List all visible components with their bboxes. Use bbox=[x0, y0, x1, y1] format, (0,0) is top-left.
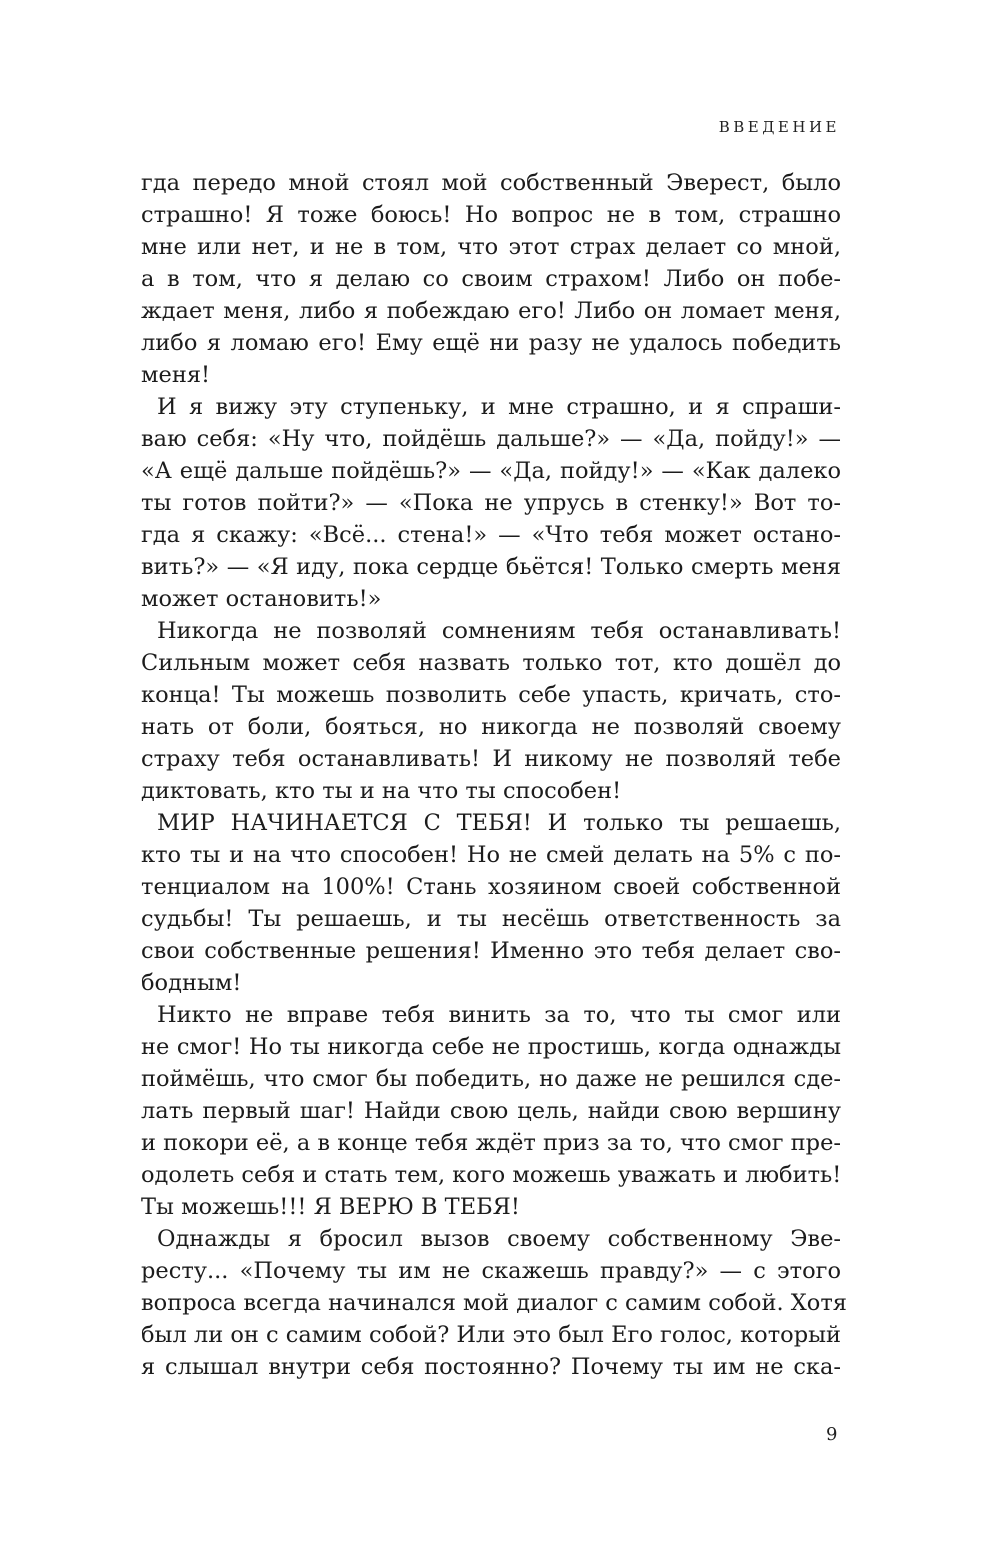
paragraph bbox=[141, 999, 841, 1223]
text-line: страшно! Я тоже боюсь! Но вопрос не в том, страшно bbox=[141, 202, 841, 228]
text-line: нать от боли, бояться, но никогда не позволяй своему bbox=[141, 714, 841, 740]
running-head: ВВЕДЕНИЕ bbox=[718, 118, 840, 136]
body-text bbox=[141, 167, 847, 1383]
text-line: Ты можешь!!! Я ВЕРЮ В ТЕБЯ! bbox=[141, 1194, 520, 1220]
text-line: ждает меня, либо я побеждаю его! Либо он ломает меня, bbox=[141, 298, 841, 324]
paragraph bbox=[141, 167, 841, 391]
text-line: Никто не вправе тебя винить за то, что ты смог или bbox=[157, 1002, 841, 1028]
text-line: МИР НАЧИНАЕТСЯ С ТЕБЯ! И только ты решаешь, bbox=[157, 810, 841, 836]
text-line: вопроса всегда начинался мой диалог с самим собой. Хотя bbox=[141, 1290, 847, 1316]
text-line: а в том, что я делаю со своим страхом! Либо он побе- bbox=[141, 266, 841, 292]
paragraph bbox=[141, 807, 841, 999]
text-line: лать первый шаг! Найди свою цель, найди свою вершину bbox=[141, 1098, 841, 1124]
text-line: гда я скажу: «Всё... стена!» — «Что тебя может остано- bbox=[141, 522, 841, 548]
text-line: мне или нет, и не в том, что этот страх делает со мной, bbox=[141, 234, 841, 260]
text-line: может остановить!» bbox=[141, 586, 382, 612]
text-line: я слышал внутри себя постоянно? Почему ты им не ска- bbox=[141, 1354, 841, 1380]
text-line: Сильным может себя назвать только тот, кто дошёл до bbox=[141, 650, 841, 676]
page-number: 9 bbox=[826, 1424, 838, 1445]
text-line: одолеть себя и стать тем, кого можешь уважать и любить! bbox=[141, 1162, 842, 1188]
text-line: поймёшь, что смог бы победить, но даже не решился сде- bbox=[141, 1066, 841, 1092]
text-line: страху тебя останавливать! И никому не позволяй тебе bbox=[141, 746, 841, 772]
text-line: судьбы! Ты решаешь, и ты несёшь ответственность за bbox=[141, 906, 841, 932]
text-line: ваю себя: «Ну что, пойдёшь дальше?» — «Да, пойду!» — bbox=[141, 426, 841, 452]
text-line: бодным! bbox=[141, 970, 242, 996]
text-line: «А ещё дальше пойдёшь?» — «Да, пойду!» — «Как далеко bbox=[141, 458, 841, 484]
paragraph bbox=[141, 1223, 847, 1383]
text-line: тенциалом на 100%! Стань хозяином своей собственной bbox=[141, 874, 841, 900]
text-line: был ли он с самим собой? Или это был Его голос, который bbox=[141, 1322, 842, 1348]
text-line: ресту... «Почему ты им не скажешь правду?» — с этого bbox=[141, 1258, 841, 1284]
text-line: и покори её, а в конце тебя ждёт приз за то, что смог пре- bbox=[141, 1130, 841, 1156]
text-line: не смог! Но ты никогда себе не простишь, когда однажды bbox=[141, 1034, 841, 1060]
text-line: Никогда не позволяй сомнениям тебя останавливать! bbox=[157, 618, 841, 644]
text-line: вить?» — «Я иду, пока сердце бьётся! Только смерть меня bbox=[141, 554, 841, 580]
paragraph bbox=[141, 615, 841, 807]
text-line: кто ты и на что способен! Но не смей делать на 5% с по- bbox=[141, 842, 841, 868]
paragraph bbox=[141, 391, 841, 615]
text-line: ты готов пойти?» — «Пока не упрусь в стенку!» Вот то- bbox=[141, 490, 841, 516]
text-line: Однажды я бросил вызов своему собственному Эве- bbox=[157, 1226, 841, 1252]
text-line: либо я ломаю его! Ему ещё ни разу не удалось победить bbox=[141, 330, 841, 356]
text-line: диктовать, кто ты и на что ты способен! bbox=[141, 778, 622, 804]
text-line: гда передо мной стоял мой собственный Эверест, было bbox=[141, 170, 841, 196]
text-line: свои собственные решения! Именно это тебя делает сво- bbox=[141, 938, 841, 964]
text-line: меня! bbox=[141, 362, 211, 388]
text-line: конца! Ты можешь позволить себе упасть, кричать, сто- bbox=[141, 682, 841, 708]
text-line: И я вижу эту ступеньку, и мне страшно, и я спраши- bbox=[157, 394, 841, 420]
